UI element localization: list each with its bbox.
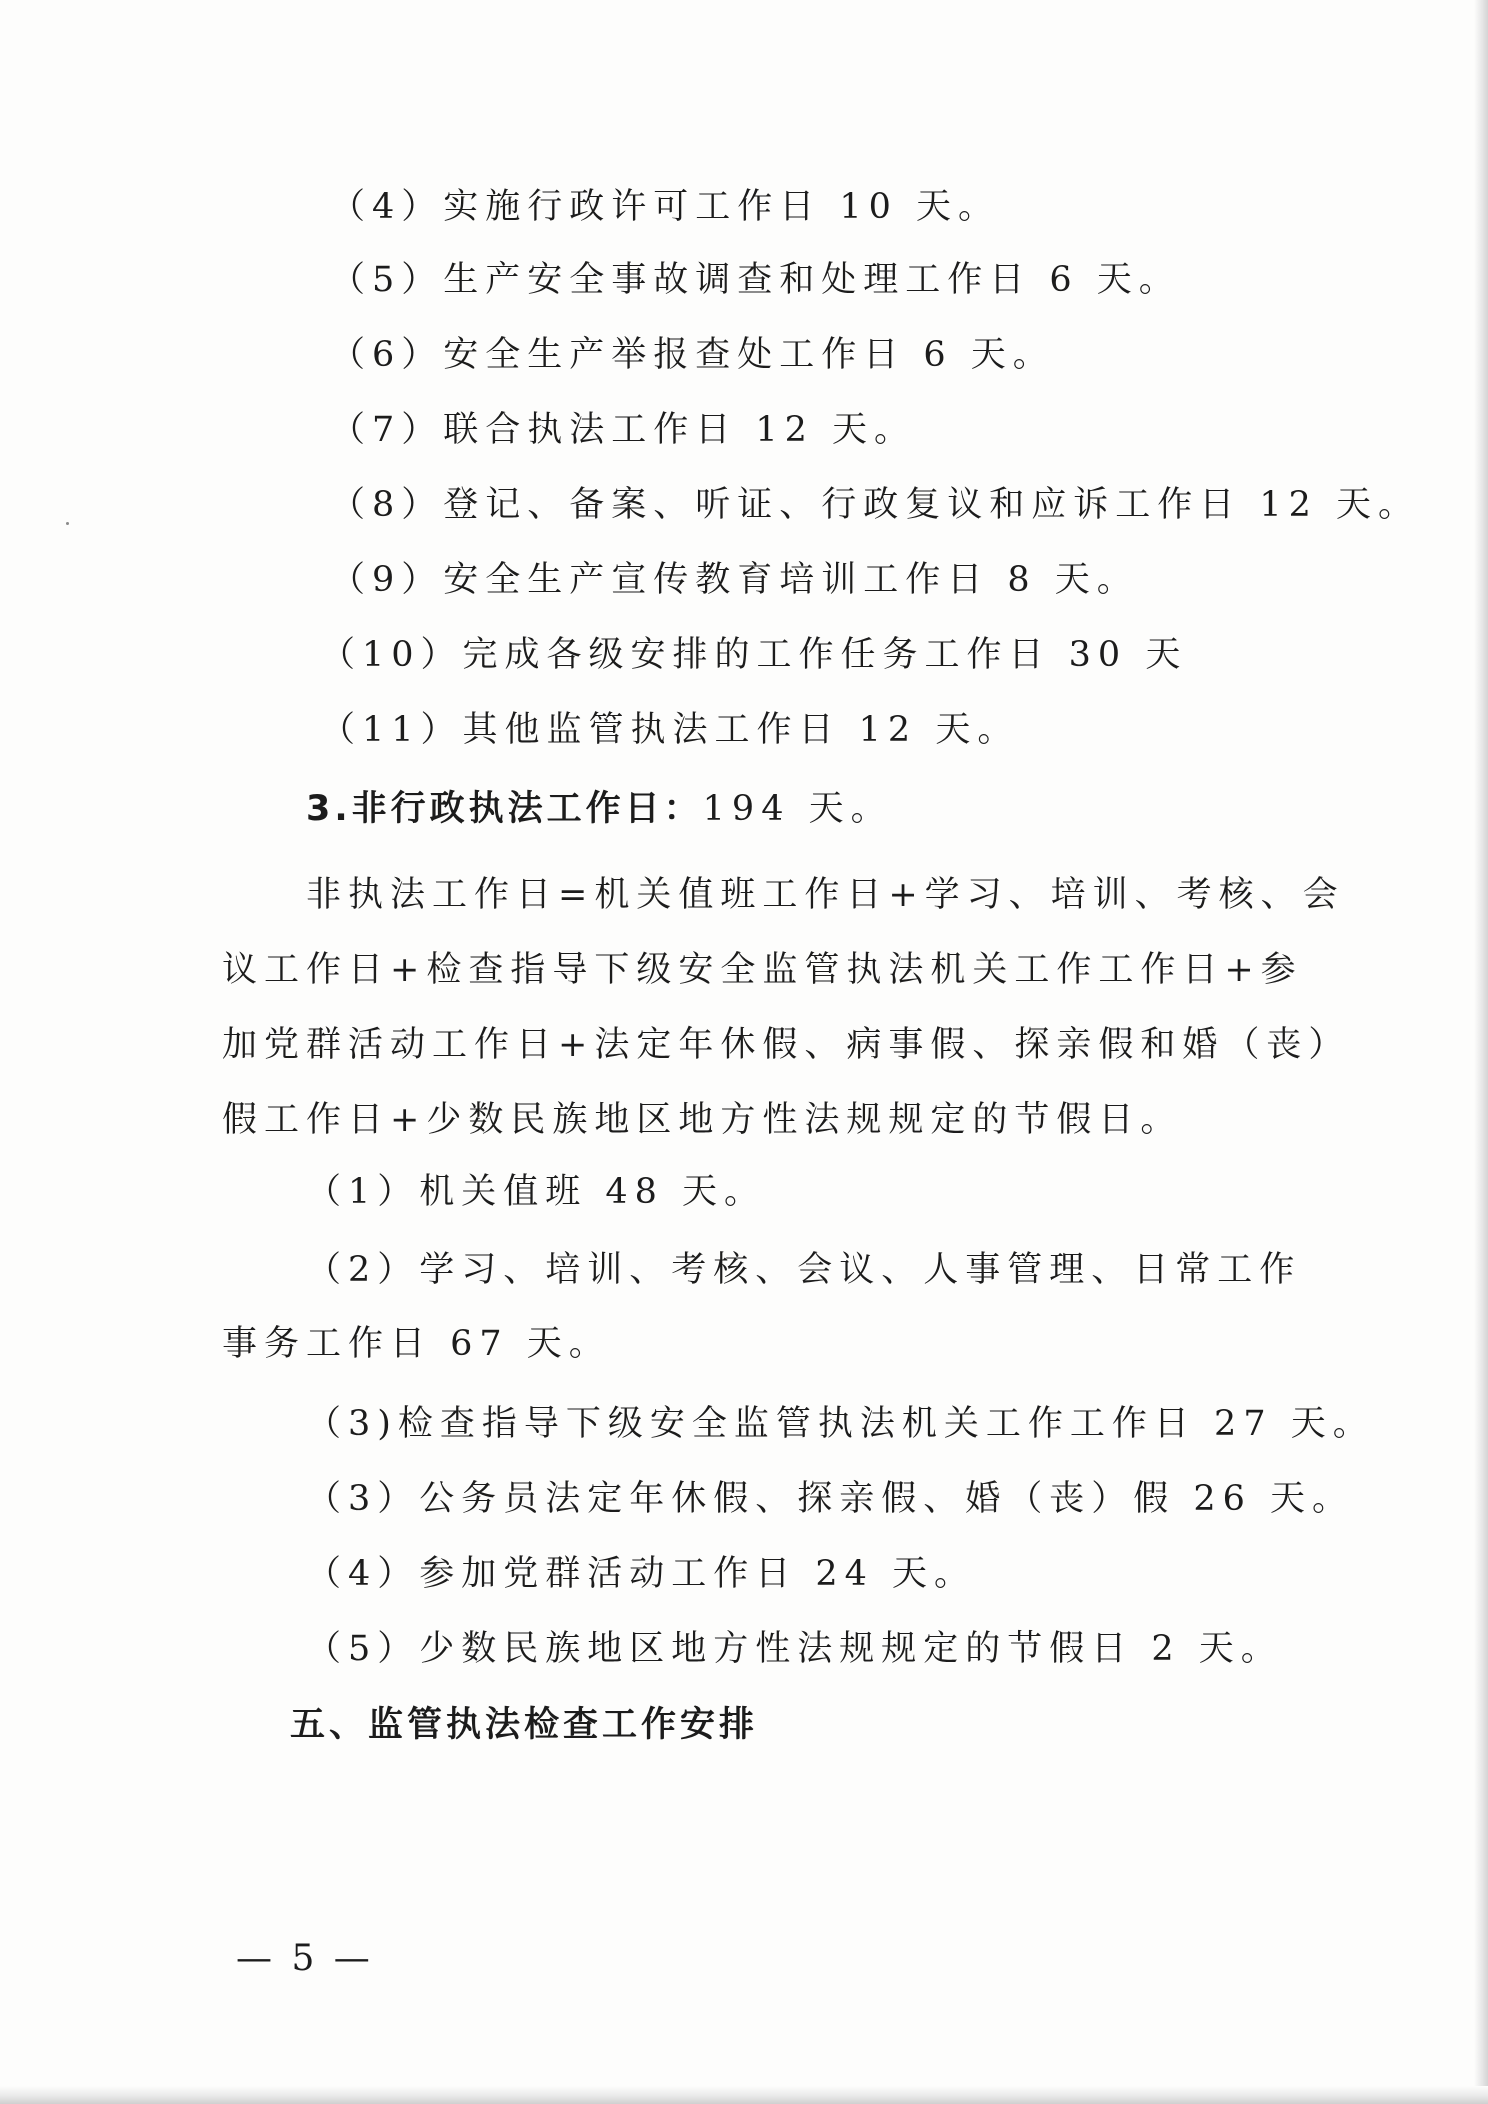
list-item: （2）学习、培训、考核、会议、人事管理、日常工作 <box>306 1250 1302 1290</box>
list-item: 事务工作日 67 天。 <box>222 1324 611 1364</box>
list-item: （3)检查指导下级安全监管执法机关工作工作日 27 天。 <box>306 1404 1375 1444</box>
list-item: （6）安全生产举报查处工作日 6 天。 <box>330 335 1055 375</box>
list-item: （8）登记、备案、听证、行政复议和应诉工作日 12 天。 <box>330 485 1421 525</box>
list-item: （1）机关值班 48 天。 <box>306 1172 767 1212</box>
list-item: （5）生产安全事故调查和处理工作日 6 天。 <box>330 260 1181 300</box>
scan-edge-right <box>1474 0 1488 2104</box>
list-item: （4）实施行政许可工作日 10 天。 <box>330 187 1001 227</box>
list-item: （4）参加党群活动工作日 24 天。 <box>306 1554 977 1594</box>
paragraph-line: 非执法工作日=机关值班工作日+学习、培训、考核、会 <box>306 875 1345 915</box>
list-item: （11）其他监管执法工作日 12 天。 <box>320 710 1020 750</box>
paragraph-line: 假工作日+少数民族地区地方性法规规定的节假日。 <box>222 1100 1183 1140</box>
paragraph-line: 加党群活动工作日+法定年休假、病事假、探亲假和婚（丧） <box>222 1025 1351 1065</box>
section-3-heading: 3.非行政执法工作日： <box>306 789 703 829</box>
list-item: （7）联合执法工作日 12 天。 <box>330 410 917 450</box>
section-3-line <box>306 787 893 831</box>
section-3-value: 194 天。 <box>702 789 893 829</box>
section-5-heading: 五、监管执法检查工作安排 <box>290 1705 759 1745</box>
scan-edge-bottom <box>0 2086 1488 2104</box>
list-item: （3）公务员法定年休假、探亲假、婚（丧）假 26 天。 <box>306 1479 1355 1519</box>
paragraph-line: 议工作日+检查指导下级安全监管执法机关工作工作日+参 <box>222 950 1303 990</box>
scan-speck <box>66 522 69 525</box>
list-item: （5）少数民族地区地方性法规规定的节假日 2 天。 <box>306 1629 1283 1669</box>
page-number: — 5 — <box>236 1938 374 1979</box>
list-item: （9）安全生产宣传教育培训工作日 8 天。 <box>330 560 1139 600</box>
list-item: （10）完成各级安排的工作任务工作日 30 天 <box>320 635 1188 675</box>
